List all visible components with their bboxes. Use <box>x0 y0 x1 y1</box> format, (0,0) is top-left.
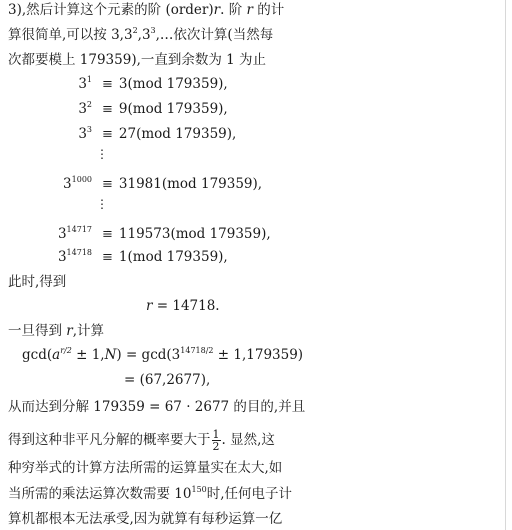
conclusion-line-3: 种穷举式的计算方法所需的运算量实在太大,如 <box>8 460 283 476</box>
congruence-row: $3^{14717} \equiv 119573(mod$ 179359), <box>57 225 271 242</box>
vertical-ellipsis: ⋮ <box>96 147 108 161</box>
gcd-equation-line-1: $\gcd(a^{r/2} \pm 1,N) = \gcd(3^{14718/2} \pm 1,179359)$ <box>22 346 304 363</box>
fraction-one-half: $\frac{1}{2}$ <box>212 428 220 453</box>
congruence-row: $3^3 \equiv 27(mod$ 179359), <box>78 125 237 142</box>
gcd-intro: 一旦得到 r,计算 <box>8 323 105 339</box>
result-label: 此时,得到 <box>8 274 67 290</box>
intro-line-2: 算很简单,可以按 $3,3^2,3^3,\dots$依次计算(当然每 <box>8 26 274 43</box>
vertical-ellipsis: ⋮ <box>96 197 108 211</box>
conclusion-line-5: 算机都根本无法承受,因为就算有每秒运算一亿 <box>8 511 283 527</box>
congruence-row: $3^{14718} \equiv 1(mod$ 179359), <box>57 248 228 265</box>
congruence-row: $3^2 \equiv 9(mod$ 179359), <box>78 100 228 117</box>
gcd-equation-line-2: = (67,2677), <box>124 372 211 388</box>
conclusion-line-1: 从而达到分解 179359 = 67 · 2677 的目的,并且 <box>8 399 306 415</box>
intro-line-3: 次都要模上 179359),一直到余数为 1 为止 <box>8 52 267 68</box>
result-equation: r = 14718. <box>146 298 220 314</box>
conclusion-line-2: 得到这种非平凡分解的概率要大于 $\frac{1}{2}$ . 显然,这 <box>8 428 275 453</box>
intro-line-1: 3),然后计算这个元素的阶 (order)r. 阶 r 的计 <box>8 2 285 18</box>
congruence-row: $3^{1000} \equiv 31981(mod$ 179359), <box>63 175 263 192</box>
congruence-row: $3^1 \equiv 3(mod$ 179359), <box>78 75 228 92</box>
conclusion-line-4: 当所需的乘法运算次数需要 $10^{150}$时,任何电子计 <box>8 485 293 502</box>
page-edge-line <box>505 0 506 530</box>
